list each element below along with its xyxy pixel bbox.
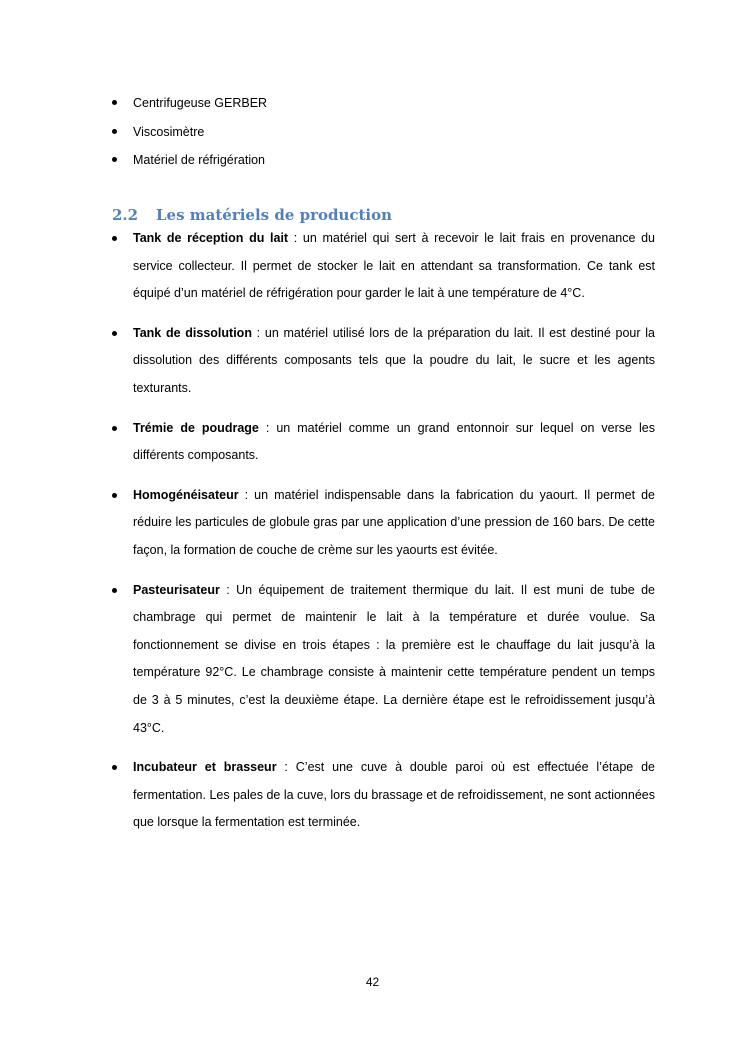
list-item bbox=[112, 577, 655, 743]
bullet-icon bbox=[112, 129, 117, 134]
bullet-icon bbox=[112, 100, 117, 105]
item-term: Tank de dissolution bbox=[133, 325, 252, 340]
list-item bbox=[112, 482, 655, 565]
item-term: Pasteurisateur bbox=[133, 582, 220, 597]
bullet-icon bbox=[112, 236, 117, 241]
bullet-icon bbox=[112, 765, 117, 770]
bullet-icon bbox=[112, 588, 117, 593]
bullet-icon bbox=[112, 426, 117, 431]
list-item-text: Centrifugeuse GERBER bbox=[133, 96, 268, 110]
page-number: 42 bbox=[365, 975, 380, 989]
item-description: : C’est une cuve à double paroi où est effectuée l’étape de fermentation. Les pales de la cuve, lors du brassage et de refroidissement, ne sont actionnées que lorsque la fermentation est terminée. bbox=[133, 760, 655, 830]
production-equipment-list bbox=[112, 225, 655, 849]
item-description: : un matériel indispensable dans la fabrication du yaourt. Il permet de réduire les particules de globule gras par une application d’une pression de 160 bars. De cette façon, la formation de couche de crème sur les yaourts est évitée. bbox=[133, 487, 655, 557]
section-title: Les matériels de production bbox=[156, 206, 393, 224]
item-description: : un matériel qui sert à recevoir le lait frais en provenance du service collecteur. Il permet de stocker le lait en attendant sa transformation. Ce tank est équipé d’un matériel de réfrigération pour garder le lait à une température de 4°C. bbox=[133, 231, 655, 301]
item-term: Tank de réception du lait bbox=[133, 231, 289, 245]
equipment-list bbox=[112, 89, 672, 175]
section-heading bbox=[112, 206, 392, 224]
bullet-icon bbox=[112, 331, 117, 336]
list-item bbox=[112, 146, 672, 175]
item-description: : un matériel utilisé lors de la préparation du lait. Il est destiné pour la dissolution des différents composants tels que la poudre du lait, le sucre et les agents texturants. bbox=[133, 325, 655, 395]
list-item bbox=[112, 89, 672, 118]
section-number: 2.2 bbox=[112, 206, 139, 224]
list-item bbox=[112, 225, 655, 308]
item-term: Trémie de poudrage bbox=[133, 420, 259, 435]
bullet-icon bbox=[112, 157, 117, 162]
item-term: Incubateur et brasseur bbox=[133, 760, 277, 775]
item-description: : un matériel comme un grand entonnoir sur lequel on verse les différents composants. bbox=[133, 420, 655, 463]
list-item-text: Matériel de réfrigération bbox=[133, 153, 266, 167]
list-item bbox=[112, 415, 655, 470]
list-item-text: Viscosimètre bbox=[133, 124, 205, 139]
bullet-icon bbox=[112, 493, 117, 498]
item-term: Homogénéisateur bbox=[133, 487, 239, 502]
list-item bbox=[112, 320, 655, 403]
list-item bbox=[112, 754, 655, 837]
list-item bbox=[112, 118, 672, 147]
item-description: : Un équipement de traitement thermique du lait. Il est muni de tube de chambrage qui permet de maintenir le lait à la température et durée voulue. Sa fonctionnement se divise en trois étapes : la première est le chauffage du lait jusqu’à la température 92°C. Le chambrage consiste à maintenir cette température pendent un temps de 3 à 5 minutes, c’est la deuxième étape. La dernière étape est le refroidissement jusqu’à 43°C. bbox=[133, 582, 655, 735]
